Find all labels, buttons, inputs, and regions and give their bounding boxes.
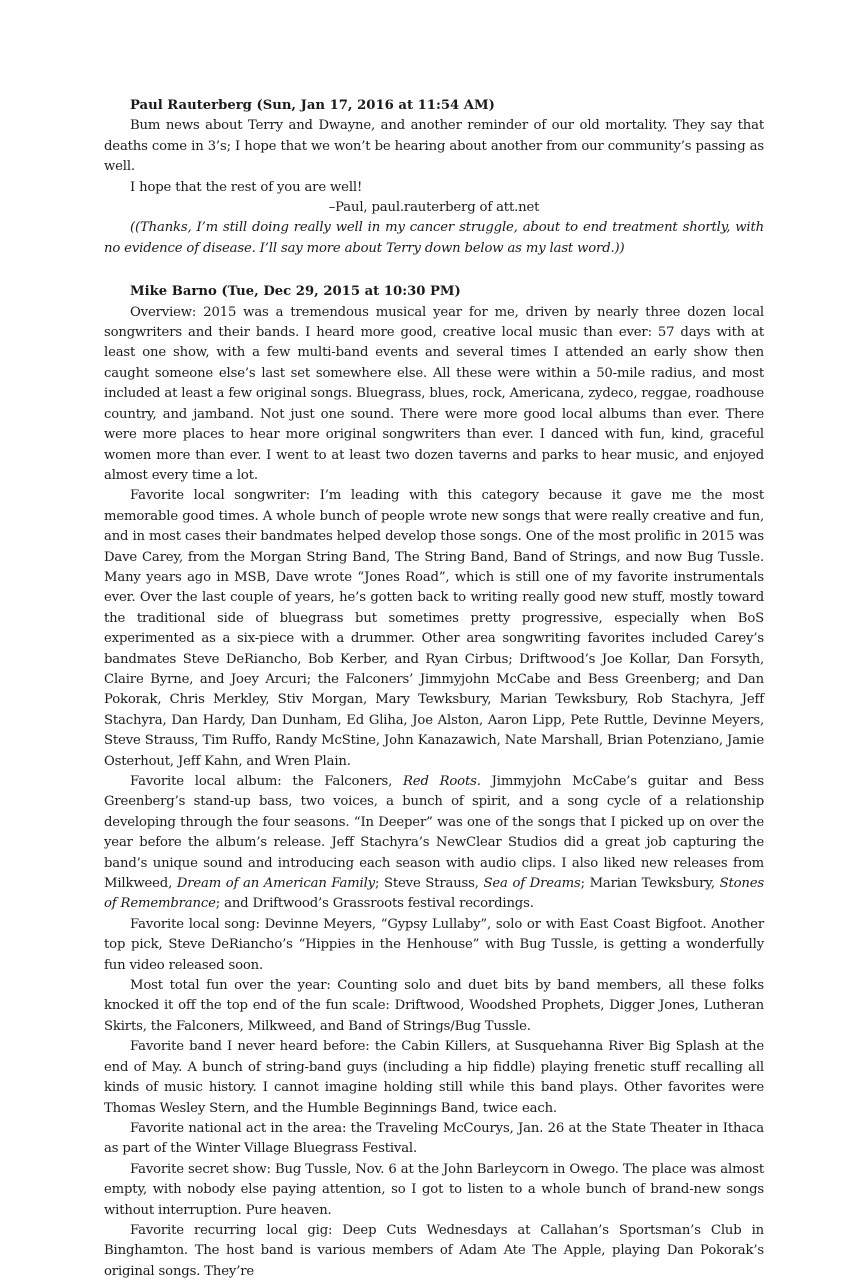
entry-heading: Mike Barno (Tue, Dec 29, 2015 at 10:30 PM) [130, 284, 461, 300]
paragraph: I hope that the rest of you are well! [130, 179, 363, 195]
text: ; Steve Strauss, [374, 876, 484, 892]
album-title: Stones of Remembrance [104, 876, 765, 912]
paragraph-fun: Most total fun over the year: Counting solo and duet bits by band members, all these folks knocked it off the top end of the fun scale: Driftwood, Woodshed Prophets, Digger Jones, Lutheran Skirts, the Falconers, Milkweed, and Band of Strings/Bug Tussle. [104, 978, 764, 1034]
entry-mike-barno [104, 282, 764, 1282]
entry-heading: Paul Rauterberg (Sun, Jan 17, 2016 at 11:54 AM) [130, 98, 495, 113]
paragraph: Bum news about Terry and Dwayne, and another reminder of our old mortality. They say that deaths come in 3’s; I hope that we won’t be hearing about another from our community’s passing as well. [104, 118, 764, 175]
text: ; and Driftwood’s Grassroots festival recordings. [215, 896, 534, 912]
paragraph-new-band: Favorite band I never heard before: the Cabin Killers, at Susquehanna River Big Splash at the end of May. A bunch of string-band guys (including a hip fiddle) playing frenetic stuff recalling all kinds of music history. I cannot imagine holding still while this band plays. Other favorites were Thomas Wesley Stern, and the Humble Beginnings Band, twice each. [104, 1039, 764, 1116]
paragraph-songwriter: Favorite local songwriter: I’m leading with this category because it gave me the most memorable good times. A whole bunch of people wrote new songs that were really creative and fun, and in most cases their bandmates helped develop those songs. One of the most prolific in 2015 was Dave Carey, from the Morgan String Band, The String Band, Band of Strings, and now Bug Tussle. Many years ago in MSB, Dave wrote “Jones Road”, which is still one of my favorite instrumentals ever. Over the last couple of years, he’s gotten back to writing really good new stuff, mostly toward the traditional side of bluegrass but sometimes pretty progressive, especially when BoS experimented as a six-piece with a drummer. Other area songwriting favorites included Carey’s bandmates Steve DeRiancho, Bob Kerber, and Ryan Cirbus; Driftwood’s Joe Kollar, Dan Forsyth, Claire Byrne, and Joey Arcuri; the Falconers’ Jimmyjohn McCabe and Bess Greenberg; and Dan Pokorak, Chris Merkley, Stiv Morgan, Mary Tewksbury, Marian Tewksbury, Rob Stachyra, Jeff Stachyra, Dan Hardy, Dan Dunham, Ed Gliha, Joe Alston, Aaron Lipp, Pete Ruttle, Devinne Meyers, Steve Strauss, Tim Ruffo, Randy McStine, John Kanazawich, Nate Marshall, Brian Potenziano, Jamie Osterhout, Jeff Kahn, and Wren Plain. [104, 488, 764, 769]
album-title: Sea of Dreams [483, 876, 581, 892]
album-title: Dream of an American Family [176, 876, 375, 892]
text: Favorite local album: the Falconers, [130, 774, 404, 789]
album-title: Red Roots. [403, 774, 481, 789]
paragraph-song: Favorite local song: Devinne Meyers, “Gypsy Lullaby”, solo or with East Coast Bigfoot. Another top pick, Steve DeRiancho’s “Hippies in the Henhouse” with Bug Tussle, is getting a wonderfully fun video released soon. [104, 916, 764, 973]
text: Jimmyjohn McCabe’s guitar and Bess Greenberg’s stand-up bass, two voices, a bunch of spirit, and a song cycle of a relationship developing through the four seasons. “In Deeper” was one of the songs that I picked up on over the year before the album’s release. Jeff Stachyra’s NewClear Studios did a great job capturing the band’s unique sound and introducing each season with audio clips. I also liked new releases from Milkweed, [104, 774, 765, 892]
signature: –Paul, paul.rauterberg of att.net [328, 200, 540, 216]
paragraph-secret-show: Favorite secret show: Bug Tussle, Nov. 6 at the John Barleycorn in Owego. The place was almost empty, with nobody else paying attention, so I got to listen to a whole bunch of brand-new songs without interruption. Pure heaven. [104, 1161, 764, 1218]
text: ; Marian Tewksbury, [580, 876, 720, 892]
editor-note: ((Thanks, I’m still doing really well in my cancer struggle, about to end treatment shortly, with no evidence of disease. I’ll say more about Terry down below as my last word.)) [104, 220, 764, 256]
paragraph-national-act: Favorite national act in the area: the Traveling McCourys, Jan. 26 at the State Theater in Ithaca as part of the Winter Village Bluegrass Festival. [104, 1120, 764, 1157]
paragraph-album [104, 772, 764, 915]
entry-paul-rauterberg [104, 96, 764, 259]
paragraph-overview: Overview: 2015 was a tremendous musical year for me, driven by nearly three dozen local songwriters and their bands. I heard more good, creative local music than ever: 57 days with at least one show, with a few multi-band events and several times I attended an early show then caught someone else’s last set somewhere else. All these were within a 50-mile radius, and most included at least a few original songs. Bluegrass, blues, rock, Americana, zydeco, reggae, roadhouse country, and jamband. Not just one sound. There were more good local albums than ever. There were more places to hear more original songwriters than ever. I danced with fun, kind, graceful women more than ever. I went to at least two dozen taverns and parks to hear music, and enjoyed almost every time a lot. [104, 304, 764, 483]
paragraph-recurring-gig: Favorite recurring local gig: Deep Cuts Wednesdays at Callahan’s Sportsman’s Club in Binghamton. The host band is various members of Adam Ate The Apple, playing Dan Pokorak’s original songs. They’re [104, 1222, 764, 1279]
document-page [104, 96, 764, 1282]
